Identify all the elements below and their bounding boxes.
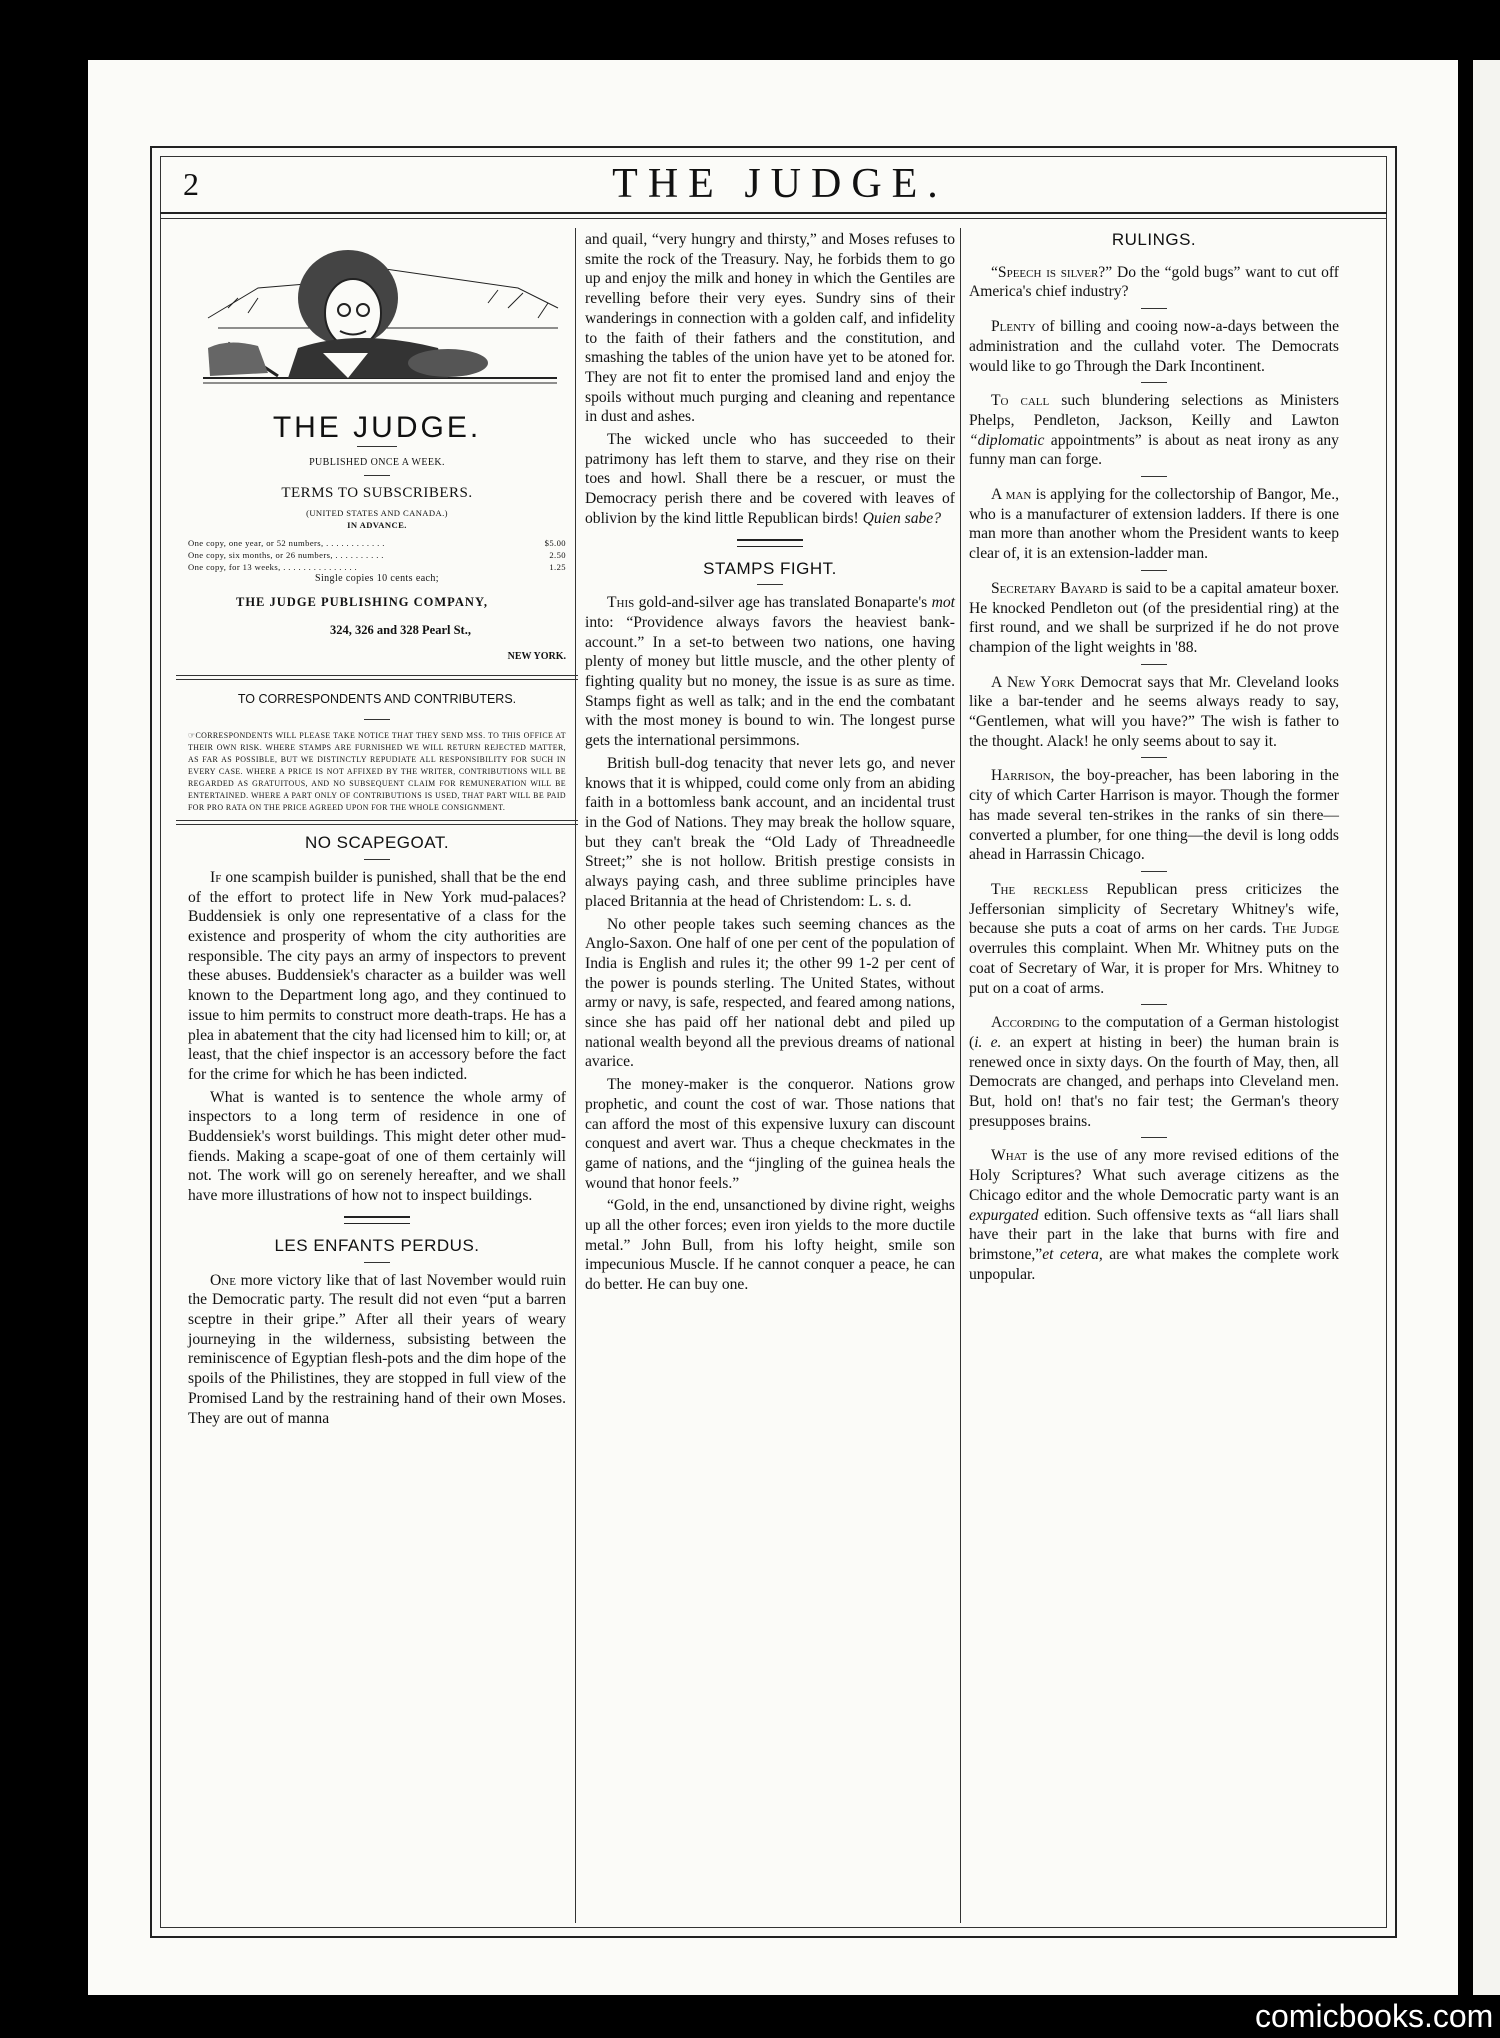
body-text: edition. Such offensive texts as “all liars shall have their part in the lake that burns with fire and brimstone,” [969, 1206, 1340, 1263]
masthead-title: THE JUDGE. [612, 161, 948, 207]
body-text: is applying for the collectorship of Bangor, Me., who is a manufacturer of extension ladders. If there is one man more than another whom the President wants to keep clear of, it is an extension-ladder man. [969, 486, 1340, 563]
publisher-address: 324, 326 and 328 Pearl St., [330, 623, 471, 638]
section-divider [737, 539, 803, 547]
rate-row [188, 537, 566, 549]
italic-text: i. e. [974, 1033, 1002, 1051]
divider [1141, 1137, 1167, 1138]
italic-text: expurgated [969, 1206, 1039, 1224]
italic-text: “diplomatic [969, 431, 1045, 449]
body-text: of billing and cooing now-a-days between the administration and the cullahd voter. The Democrats would like to go Through the Dark Incontinent. [969, 318, 1339, 375]
terms-heading: TERMS TO SUBSCRIBERS. [281, 484, 473, 501]
stamps-paragraph: The money-maker is the conqueror. Nations grow prophetic, and count the cost of war. Those nations that can afford the most of this expensive luxury can discount conquest and avert war. Thus a cheque checkmates in the game of nations, and the “jingling of the guinea heals the wound that honor feels.” [585, 1076, 955, 1192]
rate-price: $5.00 [544, 538, 566, 549]
lead-word: Secretary Bayard [991, 579, 1108, 597]
body-text: into: “Providence always favors the heaviest bank-account.” In a set-to between two nations, one having plenty of money but little muscle, and the other plenty of fighting quality but no money, the issue is as sure as time. Stamps fight as well as talk; and in the end the combatant with the most money is bound to win. The longest purse gets the international persimmons. [585, 613, 955, 750]
published-weekly: PUBLISHED ONCE A WEEK. [309, 456, 445, 468]
divider [176, 679, 578, 680]
divider [176, 820, 578, 821]
ruling-item [969, 673, 1339, 752]
rate-label: One copy, one year, or 52 numbers, . . . . . . . . . . . . [188, 538, 385, 549]
lead-word: Plenty [991, 318, 1036, 336]
body-text: Democrat says that Mr. Cleveland looks like a bar-tender and he seems always ready to say, “Gentlemen, what will you have?” The wish is father to the thought. Alack! he only seems about to say it. [969, 673, 1339, 750]
stamps-paragraph: No other people takes such seeming chances as the Anglo-Saxon. One half of one per cent of the population of India is English and rules it; the other 99 1-2 per cent of the power is pounds sterling. The United States, without army or navy, is safe, respected, and feared among nations, since she has paid off her national debt and piled up national wealth beyond all the previous dreams of national avarice. [585, 915, 955, 1071]
divider [1141, 570, 1167, 571]
divider [364, 719, 390, 720]
correspondents-heading: TO CORRESPONDENTS AND CONTRIBUTERS. [237, 691, 517, 706]
ruling-item [969, 1013, 1339, 1131]
divider [176, 824, 578, 825]
masthead-rule-thin [160, 218, 1387, 219]
ruling-item [969, 1146, 1339, 1284]
lead-word: A New York [991, 673, 1075, 691]
correspondents-notice: ☞CORRESPONDENTS WILL PLEASE TAKE NOTICE THAT THEY SEND MSS. TO THIS OFFICE AT THEIR OWN RISK. WHERE STAMPS ARE FURNISHED WE WILL RETURN REJECTED MATTER, AS FAR AS POSSIBLE, BUT WE DISTINCTLY REPUDIATE ALL RESPONSIBILITY FOR SUCH IN EVERY CASE. WHERE A PRICE IS NOT AFFIXED BY THE WRITER, CONTRIBUTIONS WILL BE REGARDED AS GRATUITOUS, AND NO SUBSEQUENT CLAIM FOR REMUNERATION WILL BE ENTERTAINED. WHERE A PART ONLY OF CONTRIBUTIONS IS USED, THAT PART WILL BE PAID FOR PRO RATA ON THE PRICE AGREED UPON FOR THE WHOLE CONSIGNMENT. [188, 731, 566, 813]
lead-word: A man [991, 486, 1032, 504]
enfants-continued: and quail, “very hungry and thirsty,” and Moses refuses to smite the rock of the Treasury. Nay, he forbids them to go up and enjoy the milk and honey in which the Gentiles are revelling before their very eyes. Sundry sins of their wanderings in connection with a golden calf, and infidelity to the faith of their fathers and the constitution, and smashing the tables of the union have yet to be atoned for. They are not fit to enter the promised land and enjoy the spoils without much purging and cleaning and repentance in dust and ashes. [585, 231, 955, 426]
next-page-edge [1473, 60, 1500, 1995]
body-text: the boy-preacher, has been laboring in the city of which Carter Harrison is mayor. Though the former has made several ten-strikes in the ranks of sin there—converted a plumber, for one thing—the devil is long odds ahead in Harrassin Chicago. [969, 767, 1339, 864]
rate-label: One copy, six months, or 26 numbers, . . . . . . . . . . [188, 550, 384, 561]
body-text: one scampish builder is punished, shall that be the end of the effort to protect life in New York mud-palaces? Buddensiek is only one representative of a class for the existence and prosperity of whom the city authorities are responsible. The city pays an army of inspectors to prevent these abuses. Buddensiek's character as a builder was well known to the Department long ago, and they continued to issue to him permits to construct more death-traps. He has a plea in abatement that the city had licensed him to kill; or, at least, that the chief inspector is an accessory before the fact for the crime for which he has been indicted. [188, 868, 566, 1083]
body-text: The wicked uncle who has succeeded to their patrimony has left them to starve, and they rise on their toes and howl. Shall there be a rescuer, or must the Democracy perish there and be covered with leaves of oblivion by the kind little Republican birds! [585, 431, 955, 527]
site-watermark: comicbooks.com [1255, 1998, 1494, 2034]
divider [364, 475, 390, 476]
rate-price: 1.25 [549, 562, 566, 573]
divider [1141, 757, 1167, 758]
body-text: is the use of any more revised editions of the Holy Scriptures? What such average citizens as the Chicago editor and the whole Democratic party want is an [969, 1147, 1339, 1204]
divider [757, 584, 783, 585]
lead-word: According [991, 1014, 1060, 1032]
lead-word: The Judge [1272, 920, 1339, 938]
page-number: 2 [183, 166, 199, 202]
ruling-item [969, 485, 1339, 564]
publisher-name: THE JUDGE PUBLISHING COMPANY, [236, 595, 488, 610]
body-text: are what makes the complete work unpopular. [969, 1245, 1339, 1283]
lead-word: One [210, 1271, 236, 1289]
lead-word: To call [991, 392, 1050, 410]
sidebar-title: THE JUDGE. [272, 411, 482, 444]
lead-word: “Speech is silver?” [991, 263, 1113, 281]
ruling-item [969, 391, 1339, 470]
divider [357, 446, 397, 447]
territory-note: (UNITED STATES AND CANADA.) [306, 508, 448, 519]
lead-word: This [607, 594, 635, 612]
divider [1141, 664, 1167, 665]
body-text: is said to be a capital amateur boxer. He knocked Pendleton out (of the presidential ring) at the first round, and we shall be surprized if he do not prove champion of the light weights in '88. [969, 579, 1339, 656]
stamps-heading: STAMPS FIGHT. [703, 558, 837, 578]
lead-word: What [991, 1147, 1028, 1165]
ruling-item [969, 263, 1339, 302]
body-text: such blundering selections as Ministers Phelps, Pendleton, Jackson, Keilly and Lawton [969, 392, 1339, 429]
column-rule-2 [960, 228, 961, 1923]
italic-text: et cetera, [1042, 1245, 1103, 1263]
divider [364, 859, 390, 860]
italic-text: mot [931, 594, 955, 612]
lead-word: The reckless [991, 880, 1089, 898]
advance-note: IN ADVANCE. [347, 520, 407, 531]
body-text: appointments” is about as neat irony as any funny man can forge. [969, 431, 1339, 469]
ruling-item [969, 579, 1339, 658]
enfants-paragraph [585, 430, 955, 529]
single-copy-price: Single copies 10 cents each; [315, 573, 439, 585]
body-text: more victory like that of last November would ruin the Democratic party. The result did not even “put a barren sceptre in their gripe.” After all their years of weary journeying in the wilderness, subsisting between the reminiscence of Egyptian flesh-pots and the dim hope of the spoils of the Philistines, they are stopped in full view of the Promised Land by the restraining hand of their own Moses. They are out of manna [188, 1271, 566, 1427]
stamps-paragraph [585, 593, 955, 751]
scapegoat-heading: NO SCAPEGOAT. [304, 833, 450, 853]
divider [1141, 308, 1167, 309]
body-text: overrules this complaint. When Mr. Whitney puts on the coat of Secretary of War, it is proper for Mrs. Whitney to put on a coat of arms. [969, 940, 1339, 997]
stamps-paragraph: “Gold, in the end, unsanctioned by divine right, weighs up all the other forces; even iron yields to the more ductile metal.” John Bull, from his lofty height, smile son impecunious Muscle. If he cannot conquer a peace, he can do better. He can buy one. [585, 1197, 955, 1294]
divider [1141, 476, 1167, 477]
italic-text: Quien sabe? [862, 509, 942, 527]
publisher-city: NEW YORK. [507, 650, 566, 662]
masthead-rule [160, 212, 1387, 214]
body-text: gold-and-silver age has translated Bonaparte's [638, 594, 928, 612]
body-text: Do the “gold bugs” want to cut off America's chief industry? [969, 263, 1339, 301]
rate-price: 2.50 [549, 550, 566, 561]
divider [364, 1262, 390, 1263]
ruling-item [969, 880, 1339, 998]
column-right [969, 230, 1339, 1284]
rate-label: One copy, for 13 weeks, . . . . . . . . . . . . . . . [188, 562, 358, 573]
rulings-heading: RULINGS. [1111, 230, 1197, 249]
column-rule-1 [575, 228, 576, 1923]
divider [1141, 1004, 1167, 1005]
lead-word: Harrison, [991, 767, 1055, 785]
body-text: to the computation of a German histologist ( [969, 1014, 1339, 1051]
body-text: Republican press criticizes the Jeffersonian simplicity of Secretary Whitney's wife, because she puts a coat of arms on her cards. [969, 880, 1339, 938]
ruling-item [969, 317, 1339, 376]
body-text: an expert at histing in beer) the human brain is renewed once in sixty days. On the fourth of May, then, all Democrats are changed, and perhaps into Cleveland men. But, hold on! that's no fair test; the German's theory presupposes brains. [969, 1033, 1339, 1130]
column-left [188, 235, 566, 1428]
divider [1141, 382, 1167, 383]
enfants-paragraph [188, 1271, 566, 1429]
section-divider [344, 1216, 410, 1224]
divider [176, 675, 578, 676]
column-middle [585, 230, 955, 1295]
ruling-item [969, 766, 1339, 865]
scapegoat-paragraph: What is wanted is to sentence the whole army of inspectors to a long term of residence in one of Buddensiek's worst buildings. This might deter other mud-fiends. Making a scape-goat of one of them certainly will not. The work will go on serenely hereafter, and we shall have more illustrations of how not to inspect buildings. [188, 1088, 566, 1205]
divider [1141, 871, 1167, 872]
enfants-heading: LES ENFANTS PERDUS. [274, 1235, 480, 1255]
scapegoat-paragraph [188, 868, 566, 1085]
stamps-paragraph: British bull-dog tenacity that never lets go, and never knows that it is whipped, could come only from an abiding faith in a bottomless bank account, and an incidental trust in the God of Nations. They may break the hollow square, but they can't break the “Old Lady of Threadneedle Street;” she is not hollow. British prestige consists in always paying cash, and three sublime principles have placed Britannia at the head of Christendom: L. s. d. [585, 754, 955, 910]
rates-table [188, 537, 566, 573]
rate-row [188, 561, 566, 573]
lead-word: If [210, 868, 222, 886]
rate-row [188, 549, 566, 561]
